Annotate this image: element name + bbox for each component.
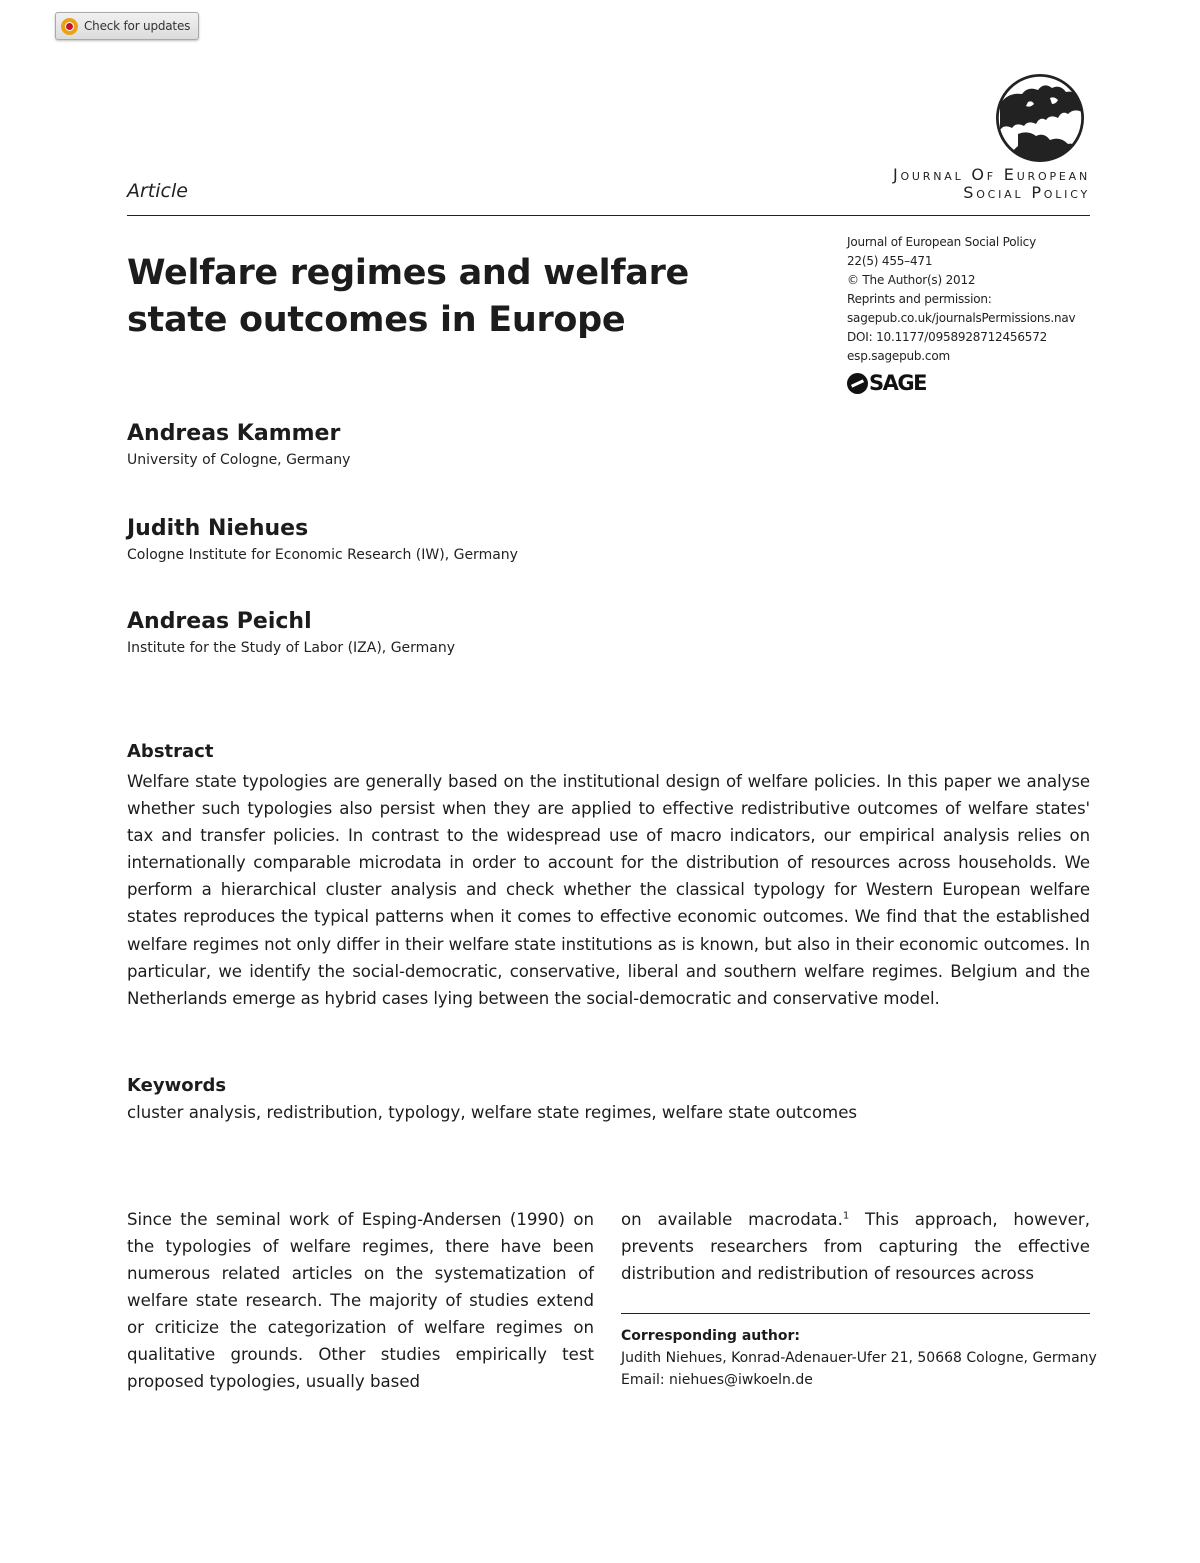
author-affiliation: Institute for the Study of Labor (IZA), Germany	[127, 640, 456, 656]
corresponding-author-email[interactable]: Email: niehues@iwkoeln.de	[621, 1372, 813, 1388]
journal-name	[893, 166, 1090, 202]
meta-reprints-link[interactable]: sagepub.co.uk/journalsPermissions.nav	[847, 311, 1076, 325]
header-divider	[127, 215, 1090, 216]
abstract-heading: Abstract	[127, 741, 214, 762]
body-right-text-pre: on available macrodata.	[621, 1210, 843, 1229]
author-name: Judith Niehues	[127, 516, 309, 541]
journal-name-line-2: Social Policy	[963, 183, 1090, 202]
sage-publisher-logo	[847, 371, 926, 395]
corresponding-author-address: Judith Niehues, Konrad-Adenauer-Ufer 21, 50668 Cologne, Germany	[621, 1350, 1097, 1366]
title-line-2: state outcomes in Europe	[127, 300, 626, 340]
journal-name-line-1: Journal Of European	[892, 165, 1090, 184]
meta-journal: Journal of European Social Policy	[847, 235, 1036, 249]
body-left-column: Since the seminal work of Esping-Andersen (1990) on the typologies of welfare regimes, there have been numerous related articles on the systematization of welfare state research. The majority of studies extend or criticize the categorization of welfare regimes on qualitative grounds. Other studies empirically test proposed typologies, usually based	[127, 1210, 594, 1391]
meta-copyright: © The Author(s) 2012	[847, 273, 976, 287]
journal-globe-logo-icon	[988, 74, 1092, 162]
author-affiliation: University of Cologne, Germany	[127, 452, 351, 468]
meta-site-link[interactable]: esp.sagepub.com	[847, 349, 950, 363]
crossmark-icon	[61, 18, 78, 35]
corresponding-author-heading: Corresponding author:	[621, 1328, 801, 1344]
check-for-updates-button[interactable]	[55, 12, 199, 40]
footnote-divider	[621, 1313, 1090, 1314]
check-for-updates-label: Check for updates	[84, 19, 191, 33]
author-name: Andreas Peichl	[127, 609, 312, 634]
meta-doi[interactable]: DOI: 10.1177/0958928712456572	[847, 330, 1048, 344]
article-type-label: Article	[127, 180, 188, 202]
keywords-heading: Keywords	[127, 1075, 227, 1096]
sage-logo-text: SAGE	[869, 371, 926, 395]
article-title	[127, 250, 747, 344]
author-block	[127, 421, 350, 470]
author-affiliation: Cologne Institute for Economic Research (IW), Germany	[127, 547, 518, 563]
corresponding-author-block	[621, 1325, 1097, 1391]
meta-reprints: Reprints and permission:	[847, 292, 992, 306]
abstract-text: Welfare state typologies are generally based on the institutional design of welfare policies. In this paper we analyse whether such typologies also persist when they are applied to effective redistributive outcomes of welfare states' tax and transfer policies. In contrast to the widespread use of macro indicators, our empirical analysis relies on internationally comparable microdata in order to account for the distribution of resources across households. We perform a hierarchical cluster analysis and check whether the classical typology for Western European welfare states reproduces the typical patterns when it comes to effective economic outcomes. We find that the established welfare regimes not only differ in their welfare state institutions as is known, but also in their economic outcomes. In particular, we identify the social-democratic, conservative, liberal and southern welfare regimes. Belgium and the Netherlands emerge as hybrid cases lying between the social-democratic and conservative model.	[127, 772, 1090, 1008]
meta-volume: 22(5) 455–471	[847, 254, 933, 268]
keywords-text: cluster analysis, redistribution, typology, welfare state regimes, welfare state outcomes	[127, 1103, 858, 1122]
body-right-text-post: This approach, however, prevents researchers from capturing the effective distribution and redistribution of resources across	[621, 1210, 1090, 1283]
title-line-1: Welfare regimes and welfare	[127, 253, 689, 293]
footnote-marker[interactable]: 1	[842, 1210, 850, 1222]
body-right-column	[621, 1206, 1090, 1287]
author-block	[127, 516, 518, 565]
sage-ball-icon	[847, 373, 868, 394]
author-name: Andreas Kammer	[127, 421, 341, 446]
publication-metadata	[847, 233, 1107, 366]
author-block	[127, 609, 455, 658]
